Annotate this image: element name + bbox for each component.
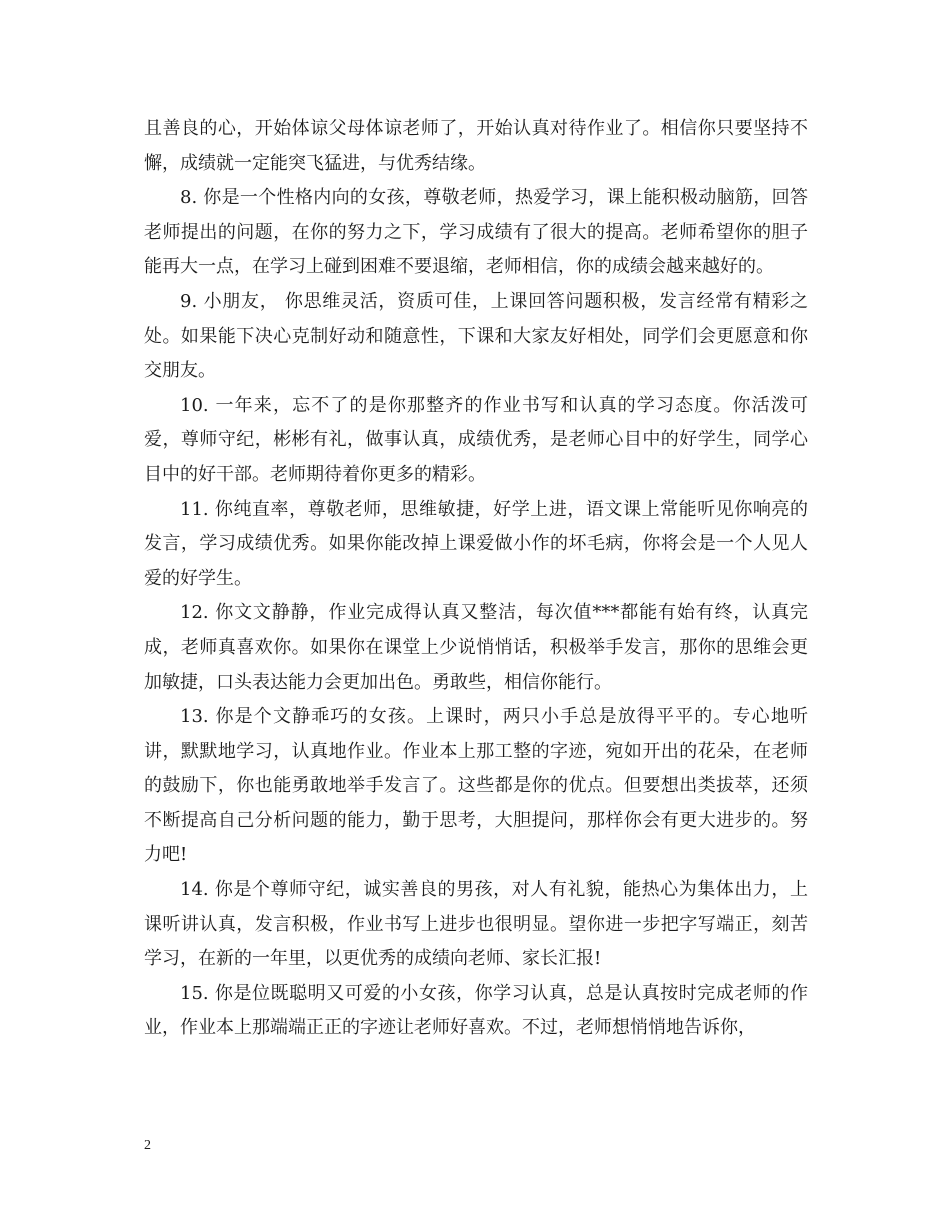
paragraph-comment-14: 14. 你是个尊师守纪，诚实善良的男孩，对人有礼貌，能热心为集体出力，上课听讲认真，发言积极，作业书写上进步也很明显。望你进一步把字写端正，刻苦学习，在新的一年里，以更优秀的成绩向老师、家长汇报! [144, 879, 808, 970]
page-number: 2 [144, 1138, 151, 1153]
paragraph-comment-10: 10. 一年来，忘不了的是你那整齐的作业书写和认真的学习态度。你活泼可爱，尊师守纪，彬彬有礼，做事认真，成绩优秀，是老师心目中的好学生，同学心目中的好干部。老师期待着你更多的精彩。 [144, 394, 808, 485]
paragraph-comment-13: 13. 你是个文静乖巧的女孩。上课时，两只小手总是放得平平的。专心地听讲，默默地学习，认真地作业。作业本上那工整的字迹，宛如开出的花朵，在老师的鼓励下，你也能勇敢地举手发言了。这些都是你的优点。但要想出类拔萃，还须不断提高自己分析问题的能力，勤于思考，大胆提问，那样你会有更大进步的。努力吧! [144, 706, 808, 866]
paragraph-comment-9: 9. 小朋友， 你思维灵活，资质可佳，上课回答问题积极，发言经常有精彩之处。如果能下决心克制好动和随意性，下课和大家友好相处，同学们会更愿意和你交朋友。 [144, 290, 808, 382]
paragraph-comment-12: 12. 你文文静静，作业完成得认真又整洁，每次值***都能有始有终，认真完成，老师真喜欢你。如果你在课堂上少说悄悄话，积极举手发言，那你的思维会更加敏捷，口头表达能力会更加出色。勇敢些，相信你能行。 [144, 602, 808, 693]
paragraph-comment-8: 8. 你是一个性格内向的女孩，尊敬老师，热爱学习，课上能积极动脑筋，回答老师提出的问题，在你的努力之下，学习成绩有了很大的提高。老师希望你的胆子能再大一点，在学习上碰到困难不要退缩，老师相信，你的成绩会越来越好的。 [144, 187, 808, 278]
paragraph-continuation: 且善良的心，开始体谅父母体谅老师了，开始认真对待作业了。相信你只要坚持不懈，成绩就一定能突飞猛进，与优秀结缘。 [144, 118, 808, 174]
paragraph-comment-15: 15. 你是位既聪明又可爱的小女孩，你学习认真，总是认真按时完成老师的作业，作业本上那端端正正的字迹让老师好喜欢。不过，老师想悄悄地告诉你， [144, 982, 808, 1039]
document-body [144, 112, 808, 1046]
paragraph-comment-11: 11. 你纯直率，尊敬老师，思维敏捷，好学上进，语文课上常能听见你响亮的发言，学习成绩优秀。如果你能改掉上课爱做小作的坏毛病，你将会是一个人见人爱的好学生。 [144, 498, 808, 589]
